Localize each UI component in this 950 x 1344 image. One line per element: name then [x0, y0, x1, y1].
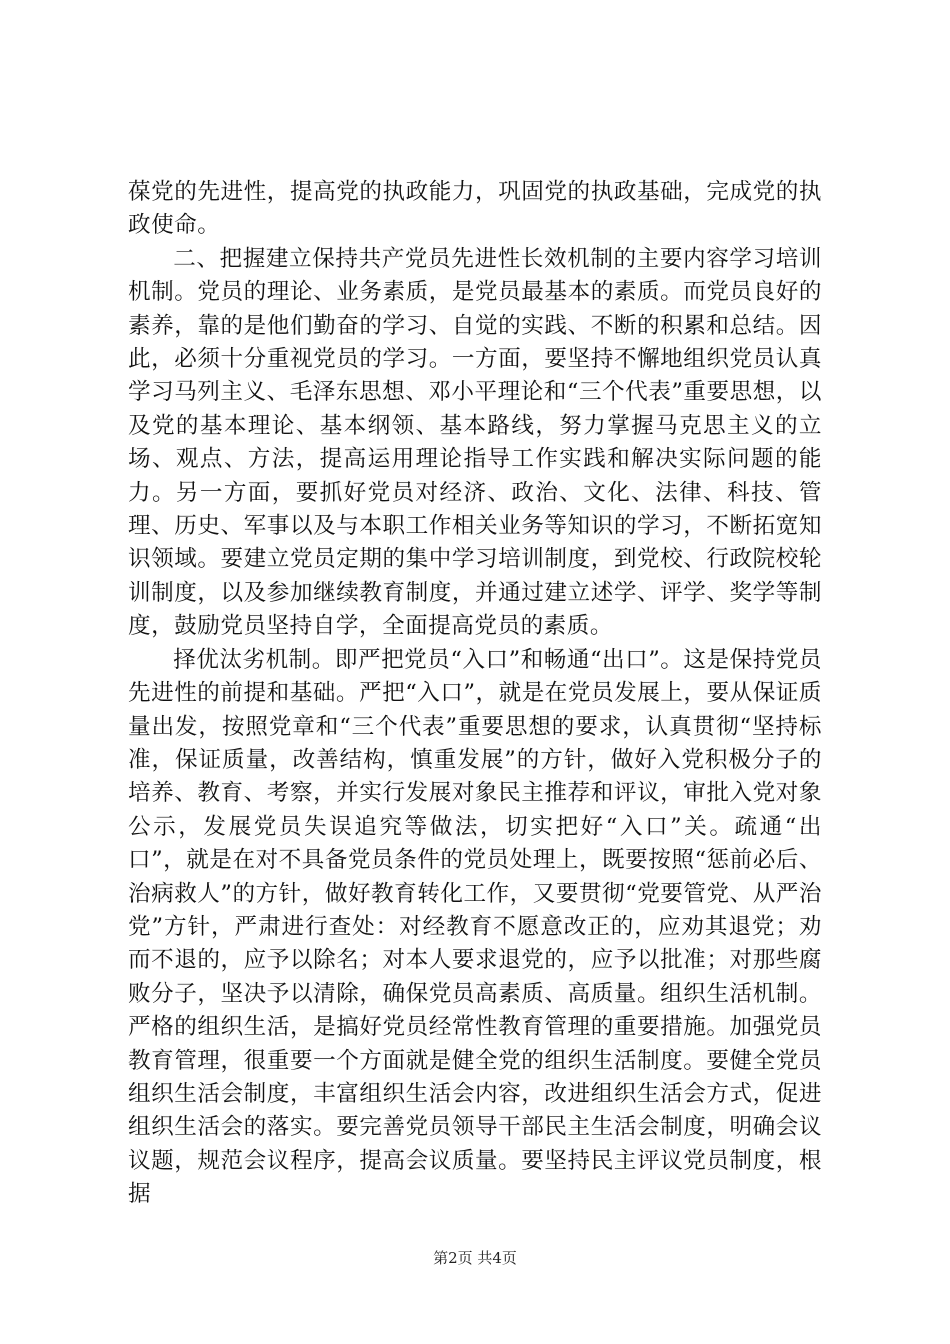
paragraph-continuation: 葆党的先进性，提高党的执政能力，巩固党的执政基础，完成党的执政使命。 — [128, 179, 822, 239]
document-body — [128, 176, 822, 1212]
page-number-footer: 第2页 共4页 — [433, 1249, 517, 1267]
paragraph-mechanism-selection: 择优汰劣机制。即严把党员“入口”和畅通“出口”。这是保持党员先进性的前提和基础。严把“入口”，就是在党员发展上，要从保证质量出发，按照党章和“三个代表”重要思想的要求，认真贯彻“坚持标准，保证质量，改善结构，慎重发展”的方针，做好入党积极分子的培养、教育、考察，并实行发展对象民主推荐和评议，审批入党对象公示，发展党员失误追究等做法，切实把好“入口”关。疏通“出口”，就是在对不具备党员条件的党员处理上，既要按照“惩前必后、治病救人”的方针，做好教育转化工作，又要贯彻“党要管党、从严治党”方针，严肃进行查处：对经教育不愿意改正的，应劝其退党；劝而不退的，应予以除名；对本人要求退党的，应予以批准；对那些腐败分子，坚决予以清除，确保党员高素质、高质量。组织生活机制。严格的组织生活，是搞好党员经常性教育管理的重要措施。加强党员教育管理，很重要一个方面就是健全党的组织生活制度。要健全党员组织生活会制度，丰富组织生活会内容，改进组织生活会方式，促进组织生活会的落实。要完善党员领导干部民主生活会制度，明确会议议题，规范会议程序，提高会议质量。要坚持民主评议党员制度，根据 — [128, 646, 822, 1208]
paragraph-mechanism-learning: 二、把握建立保持共产党员先进性长效机制的主要内容学习培训机制。党员的理论、业务素质，是党员最基本的素质。而党员良好的素养，靠的是他们勤奋的学习、自觉的实践、不断的积累和总结。因此，必须十分重视党员的学习。一方面，要坚持不懈地组织党员认真学习马列主义、毛泽东思想、邓小平理论和“三个代表”重要思想，以及党的基本理论、基本纲领、基本路线，努力掌握马克思主义的立场、观点、方法，提高运用理论指导工作实践和解决实际问题的能力。另一方面，要抓好党员对经济、政治、文化、法律、科技、管理、历史、军事以及与本职工作相关业务等知识的学习，不断拓宽知识领域。要建立党员定期的集中学习培训制度，到党校、行政院校轮训制度，以及参加继续教育制度，并通过建立述学、评学、奖学等制度，鼓励党员坚持自学，全面提高党员的素质。 — [128, 245, 822, 640]
